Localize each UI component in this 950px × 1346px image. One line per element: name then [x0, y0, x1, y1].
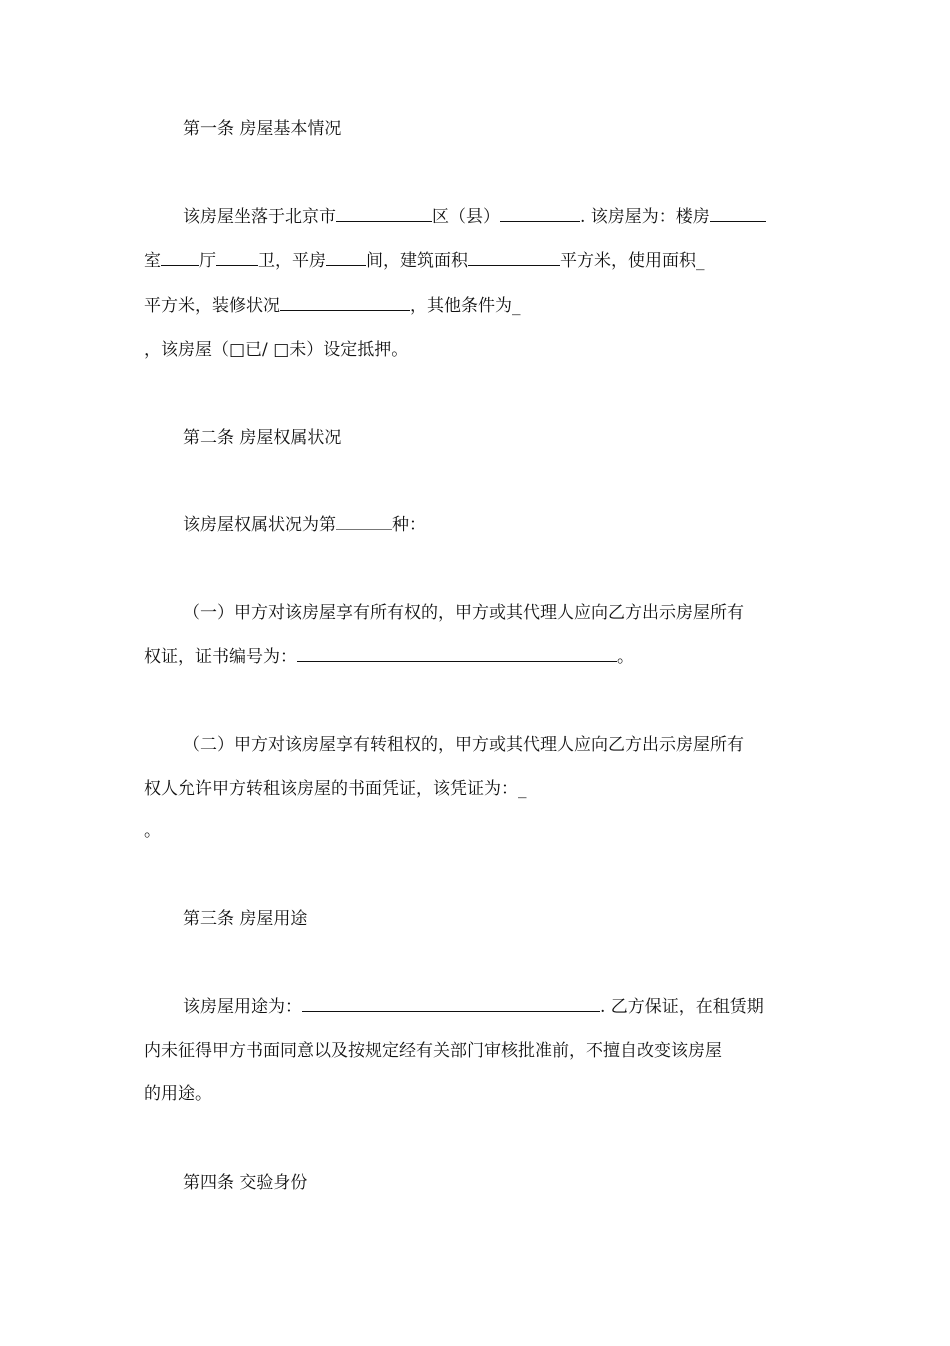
article3-line2: 内未征得甲方书面同意以及按规定经有关部门审核批准前，不擅自改变该房屋: [144, 1041, 722, 1061]
text: 卫，平房: [258, 251, 326, 271]
text: 权证，证书编号为：: [144, 647, 297, 667]
article3-heading: 第三条 房屋用途: [183, 909, 308, 929]
article1-line4: ，该房屋（□已/ □未）设定抵押。: [144, 340, 409, 360]
article1-line3: [144, 293, 521, 319]
text: 该房屋权属状况为第: [183, 515, 336, 535]
article2-heading: 第二条 房屋权属状况: [183, 428, 342, 448]
text: 平方米，装修状况: [144, 296, 280, 316]
text: 种：: [392, 515, 426, 535]
text: . 该房屋为：楼房: [580, 207, 710, 227]
text: 平方米，使用面积_: [560, 251, 705, 271]
district-blank[interactable]: [336, 204, 432, 222]
article2-item2-line2: 权人允许甲方转租该房屋的书面凭证，该凭证为：_: [144, 779, 527, 799]
article1-line1: [183, 204, 766, 230]
text: 室: [144, 251, 161, 271]
text: 该房屋用途为：: [183, 997, 302, 1017]
article1-heading: 第一条 房屋基本情况: [183, 119, 342, 139]
article2-item2-line1: （二）甲方对该房屋享有转租权的，甲方或其代理人应向乙方出示房屋所有: [183, 735, 744, 755]
hall-count-blank[interactable]: [216, 248, 258, 266]
ownership-type-blank[interactable]: [336, 512, 392, 530]
text: 。: [617, 647, 634, 667]
article2-item1-line2: [144, 644, 634, 670]
building-type-blank[interactable]: [710, 204, 766, 222]
building-area-blank[interactable]: [468, 248, 560, 266]
article3-line3: 的用途。: [144, 1084, 212, 1104]
article4-heading: 第四条 交验身份: [183, 1173, 308, 1193]
article2-item2-line3: 。: [144, 821, 161, 841]
text: 厅: [199, 251, 216, 271]
article2-intro: [183, 512, 426, 538]
bungalow-count-blank[interactable]: [326, 248, 366, 266]
article2-item1-line1: （一）甲方对该房屋享有所有权的，甲方或其代理人应向乙方出示房屋所有: [183, 603, 744, 623]
room-count-blank[interactable]: [161, 248, 199, 266]
decoration-blank[interactable]: [280, 293, 410, 311]
article3-line1: [183, 994, 764, 1020]
text: 间，建筑面积: [366, 251, 468, 271]
text: ，其他条件为_: [410, 296, 521, 316]
text: . 乙方保证，在租赁期: [600, 997, 764, 1017]
text: 该房屋坐落于北京市: [183, 207, 336, 227]
usage-blank[interactable]: [302, 994, 600, 1012]
text: 区（县）: [432, 207, 500, 227]
article1-line2: [144, 248, 705, 274]
certificate-number-blank[interactable]: [297, 644, 617, 662]
county-blank[interactable]: [500, 204, 580, 222]
